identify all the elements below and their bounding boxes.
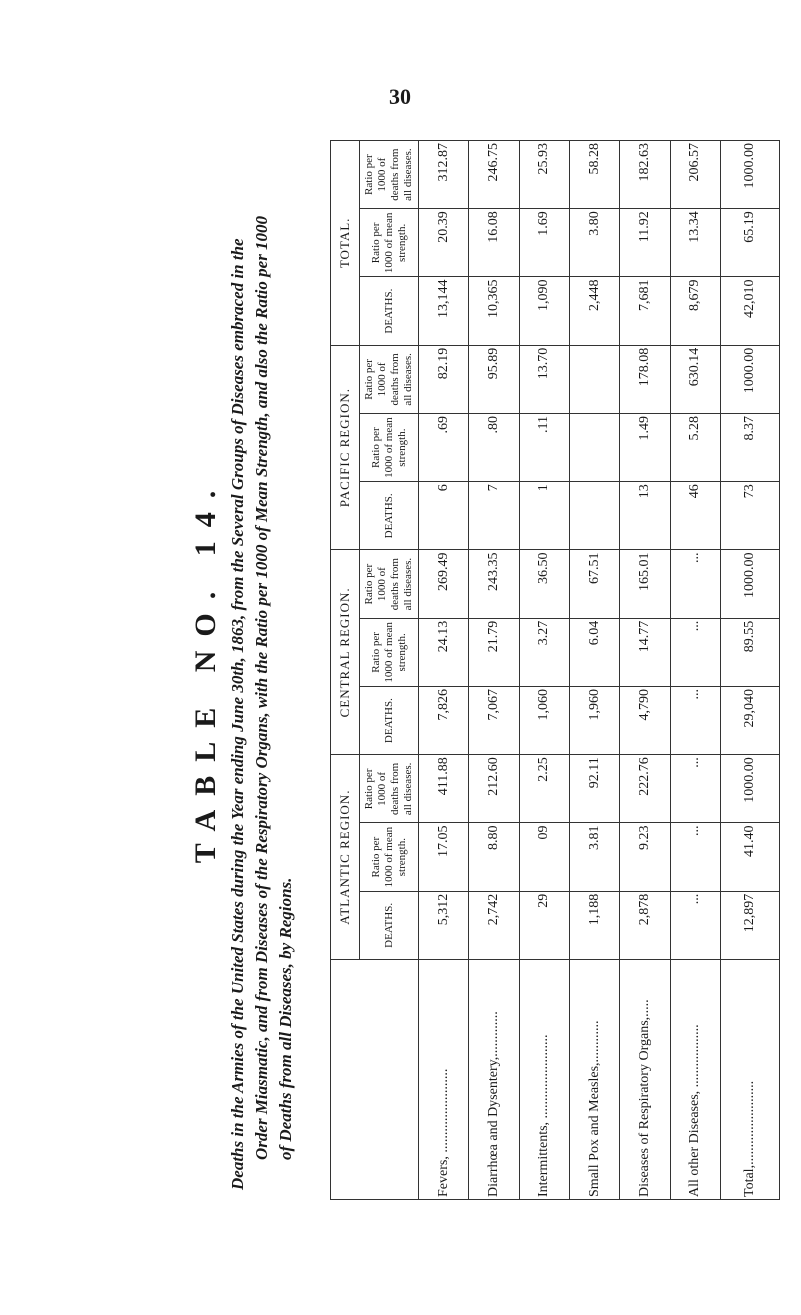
cell: ...: [670, 823, 720, 891]
total-cell: 42,010: [720, 277, 779, 345]
cell: 1,188: [569, 891, 619, 959]
total-cell: 65.19: [720, 209, 779, 277]
cell: 36.50: [519, 550, 569, 618]
cell: 13,144: [419, 277, 469, 345]
cell: 7,067: [469, 687, 519, 755]
col-ratio-deaths: Ratio per 1000 of deaths from all diseases.: [360, 345, 419, 413]
col-ratio-strength: Ratio per 1000 of mean strength.: [360, 618, 419, 686]
total-cell: 89.55: [720, 618, 779, 686]
row-label: All other Diseases, ..................: [670, 960, 720, 1200]
label-header: [331, 960, 419, 1200]
total-cell: 1000.00: [720, 755, 779, 823]
row-label: Intermittents, ........................: [519, 960, 569, 1200]
cell: 1,060: [519, 687, 569, 755]
cell: [569, 414, 619, 482]
rotated-page-content: [180, 140, 780, 1200]
cell: 3.81: [569, 823, 619, 891]
cell: 2,448: [569, 277, 619, 345]
col-ratio-strength: Ratio per 1000 of mean strength.: [360, 209, 419, 277]
cell: .11: [519, 414, 569, 482]
caption-line-2: Order Miasmatic, and from Diseases of the Respiratory Organs, with the Ratio per 1000 of Mean Strength, and also the Ratio per 1000: [252, 215, 271, 1160]
cell: 7,681: [620, 277, 670, 345]
total-row: [720, 141, 779, 1200]
cell: 630.14: [670, 345, 720, 413]
cell: 3.80: [569, 209, 619, 277]
col-deaths: DEATHS.: [360, 482, 419, 550]
table-title: TABLE NO. 14.: [189, 476, 222, 864]
cell: 1.69: [519, 209, 569, 277]
cell: 269.49: [419, 550, 469, 618]
cell: 95.89: [469, 345, 519, 413]
cell: 8,679: [670, 277, 720, 345]
cell: 58.28: [569, 141, 619, 209]
cell: 1.49: [620, 414, 670, 482]
cell: 212.60: [469, 755, 519, 823]
col-ratio-deaths: Ratio per 1000 of deaths from all diseases.: [360, 141, 419, 209]
cell: 165.01: [620, 550, 670, 618]
cell: 67.51: [569, 550, 619, 618]
cell: 1: [519, 482, 569, 550]
cell: ...: [670, 687, 720, 755]
cell: 24.13: [419, 618, 469, 686]
cell: 6: [419, 482, 469, 550]
cell: 14.77: [620, 618, 670, 686]
col-deaths: DEATHS.: [360, 891, 419, 959]
cell: 312.87: [419, 141, 469, 209]
cell: 2.25: [519, 755, 569, 823]
mortality-table: [330, 140, 780, 1200]
cell: 1,090: [519, 277, 569, 345]
cell: 1,960: [569, 687, 619, 755]
cell: 222.76: [620, 755, 670, 823]
total-cell: 1000.00: [720, 141, 779, 209]
cell: 182.63: [620, 141, 670, 209]
total-cell: 8.37: [720, 414, 779, 482]
region-header-row: [331, 141, 360, 1200]
caption-line-3: of Deaths from all Diseases, by Regions.: [276, 877, 295, 1160]
cell: 8.80: [469, 823, 519, 891]
cell: 5.28: [670, 414, 720, 482]
cell: 25.93: [519, 141, 569, 209]
cell: 29: [519, 891, 569, 959]
cell: .69: [419, 414, 469, 482]
table-heading: [180, 140, 330, 1200]
cell: [569, 345, 619, 413]
col-ratio-strength: Ratio per 1000 of mean strength.: [360, 414, 419, 482]
cell: 20.39: [419, 209, 469, 277]
cell: [569, 482, 619, 550]
cell: 10,365: [469, 277, 519, 345]
cell: ...: [670, 550, 720, 618]
cell: 3.27: [519, 618, 569, 686]
cell: 09: [519, 823, 569, 891]
cell: 4,790: [620, 687, 670, 755]
cell: .80: [469, 414, 519, 482]
table-row: [670, 141, 720, 1200]
total-cell: 12,897: [720, 891, 779, 959]
total-cell: 41.40: [720, 823, 779, 891]
cell: 206.57: [670, 141, 720, 209]
cell: 17.05: [419, 823, 469, 891]
row-label: Fevers, ........................: [419, 960, 469, 1200]
total-label: Total,........................: [720, 960, 779, 1200]
total-cell: 1000.00: [720, 550, 779, 618]
cell: 82.19: [419, 345, 469, 413]
region-pacific: PACIFIC REGION.: [331, 345, 360, 550]
total-cell: 1000.00: [720, 345, 779, 413]
col-ratio-strength: Ratio per 1000 of mean strength.: [360, 823, 419, 891]
cell: 5,312: [419, 891, 469, 959]
cell: 13.34: [670, 209, 720, 277]
cell: 6.04: [569, 618, 619, 686]
total-cell: 73: [720, 482, 779, 550]
cell: 21.79: [469, 618, 519, 686]
cell: 2,878: [620, 891, 670, 959]
table-row: [419, 141, 469, 1200]
caption-line-1: Deaths in the Armies of the United States during the Year ending June 30th, 1863, from the Several Groups of Diseases embraced in the: [228, 238, 247, 1190]
page-number: 30: [389, 84, 411, 109]
cell: ...: [670, 891, 720, 959]
table-row: [469, 141, 519, 1200]
total-cell: 29,040: [720, 687, 779, 755]
region-atlantic: ATLANTIC REGION.: [331, 755, 360, 960]
row-label: Diarrhœa and Dysentery,.............: [469, 960, 519, 1200]
cell: 13: [620, 482, 670, 550]
cell: 46: [670, 482, 720, 550]
table-row: [620, 141, 670, 1200]
cell: 243.35: [469, 550, 519, 618]
cell: ...: [670, 618, 720, 686]
cell: 411.88: [419, 755, 469, 823]
region-central: CENTRAL REGION.: [331, 550, 360, 755]
row-label: Diseases of Respiratory Organs,.....: [620, 960, 670, 1200]
cell: 7: [469, 482, 519, 550]
table-row: [519, 141, 569, 1200]
col-ratio-deaths: Ratio per 1000 of deaths from all diseases.: [360, 755, 419, 823]
cell: 9.23: [620, 823, 670, 891]
cell: 246.75: [469, 141, 519, 209]
region-total: TOTAL.: [331, 141, 360, 346]
table-row: [569, 141, 619, 1200]
cell: 13.70: [519, 345, 569, 413]
col-ratio-deaths: Ratio per 1000 of deaths from all diseases.: [360, 550, 419, 618]
cell: 92.11: [569, 755, 619, 823]
cell: 16.08: [469, 209, 519, 277]
cell: 178.08: [620, 345, 670, 413]
row-label: Small Pox and Measles,............: [569, 960, 619, 1200]
cell: ...: [670, 755, 720, 823]
cell: 2,742: [469, 891, 519, 959]
cell: 11.92: [620, 209, 670, 277]
col-deaths: DEATHS.: [360, 687, 419, 755]
cell: 7,826: [419, 687, 469, 755]
col-deaths: DEATHS.: [360, 277, 419, 345]
